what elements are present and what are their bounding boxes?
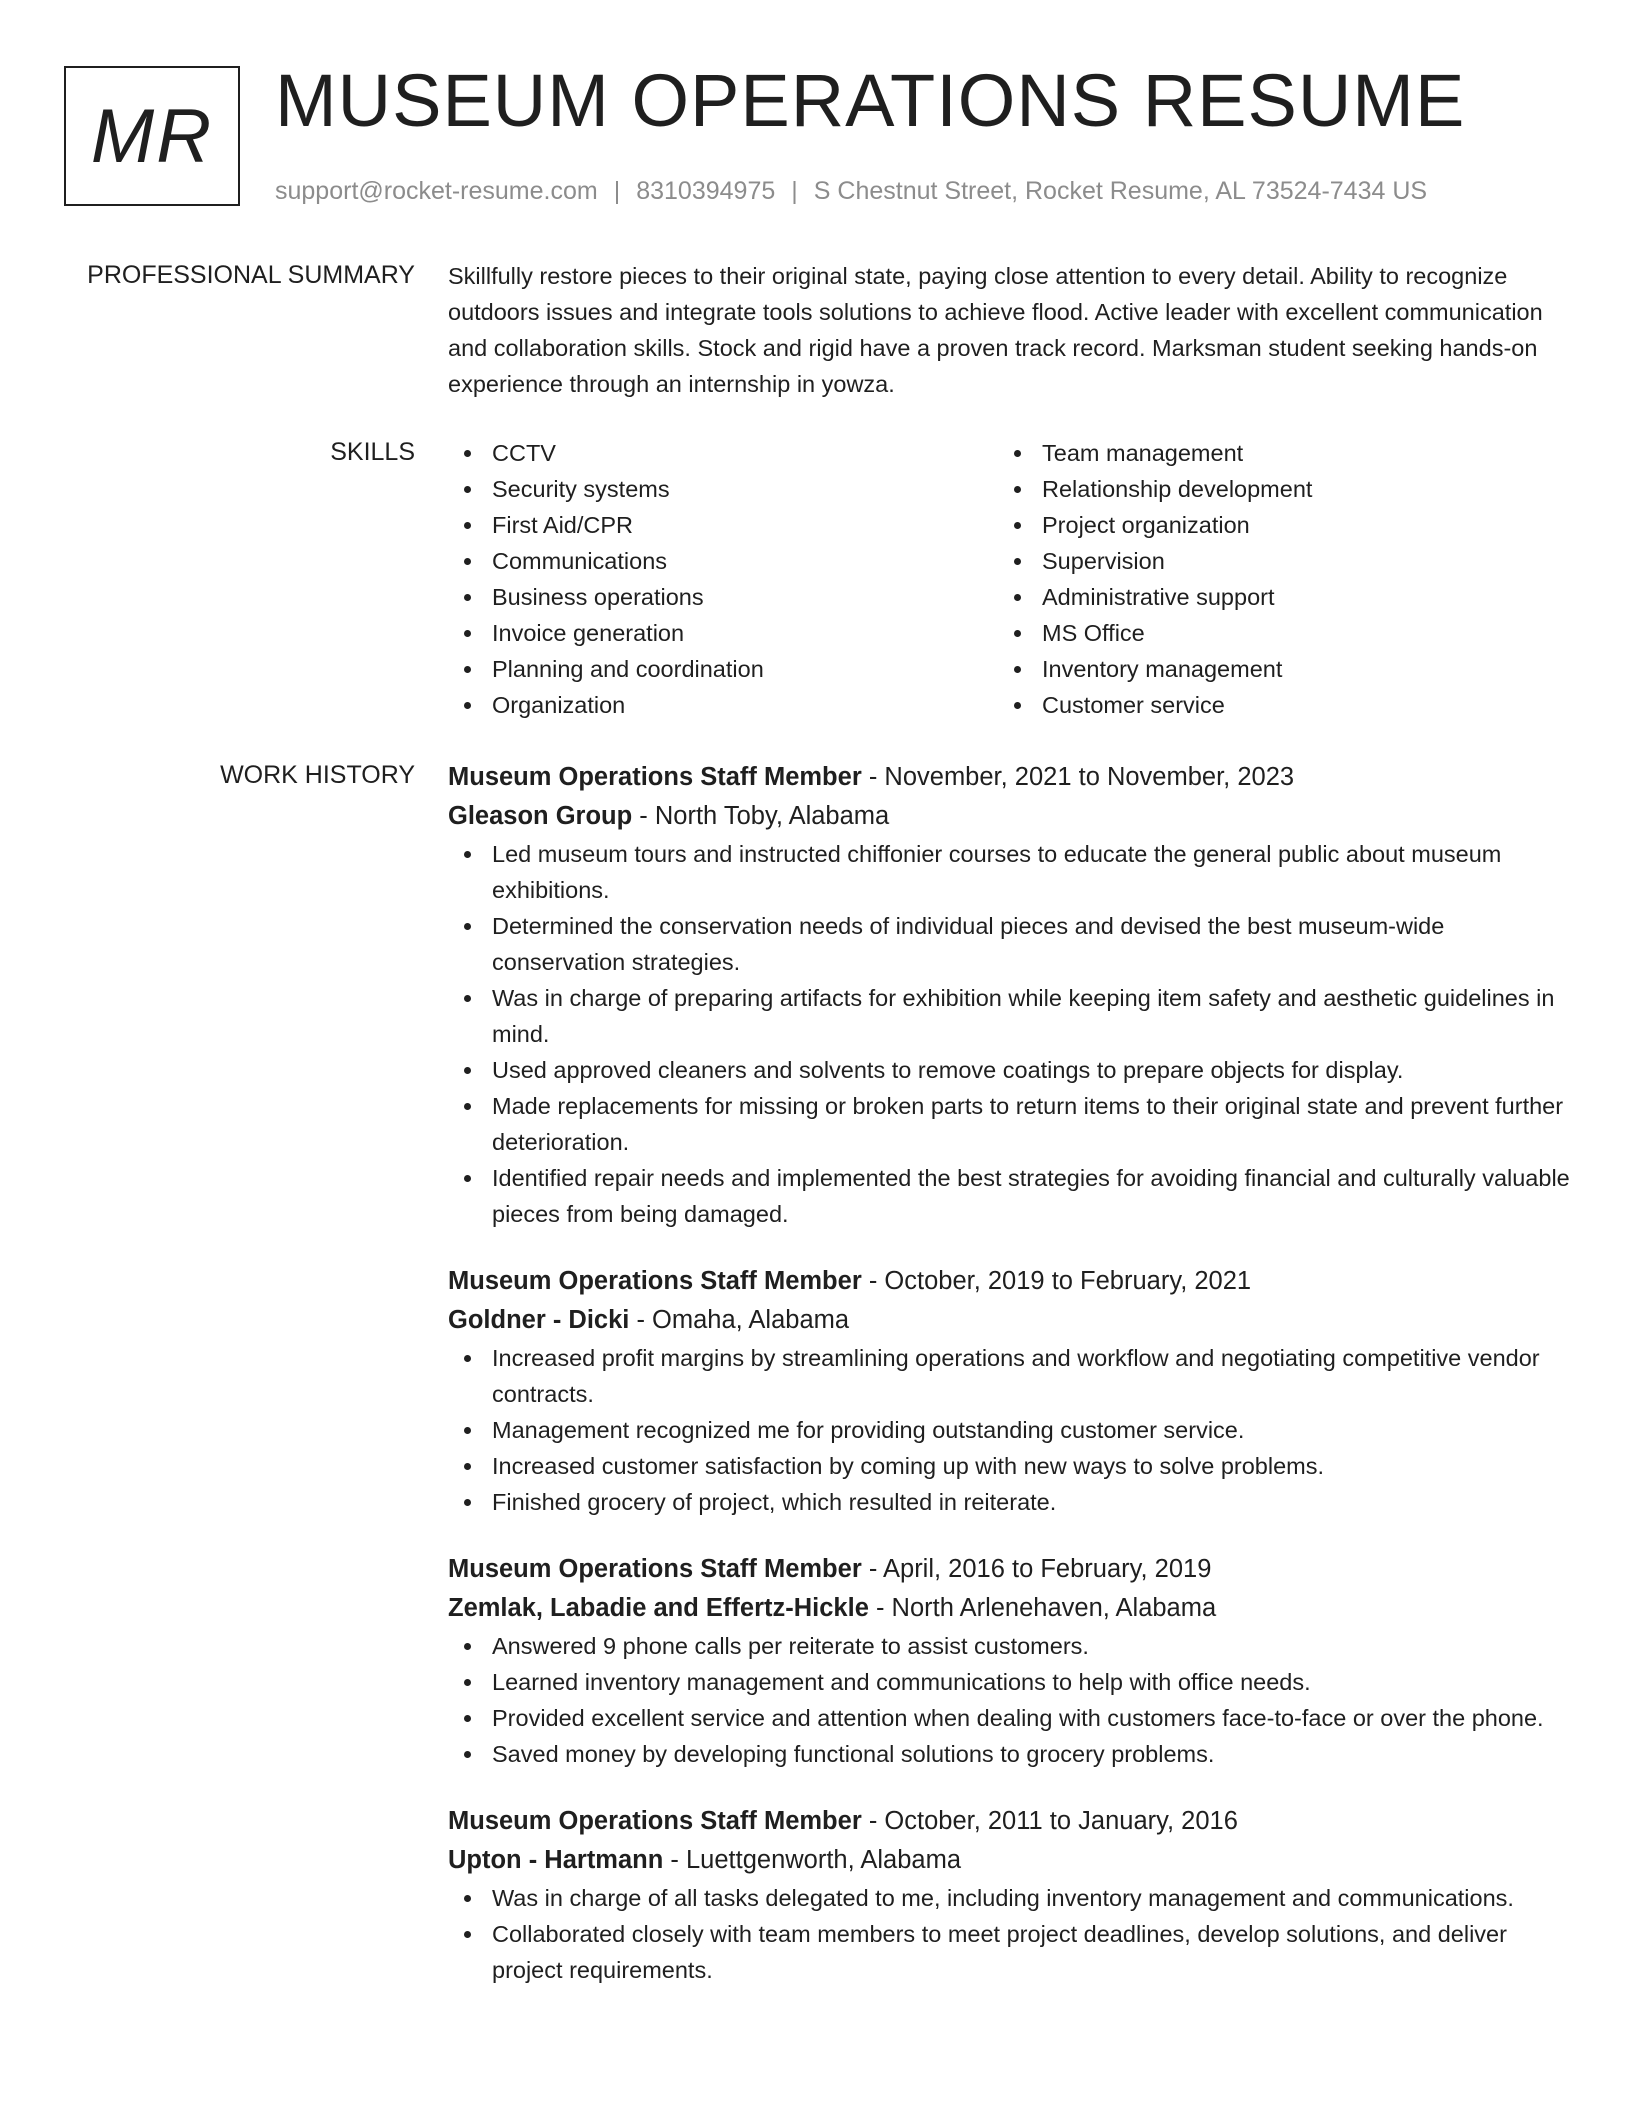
skill-item: Team management (998, 435, 1312, 471)
job-company-line (448, 797, 1573, 836)
contact-email[interactable]: support@rocket-resume.com (275, 177, 598, 205)
job-location: - North Toby, Alabama (632, 802, 890, 830)
job-bullet-list (448, 1880, 1573, 1988)
skill-item: Inventory management (998, 651, 1312, 687)
skill-item: Communications (448, 543, 764, 579)
job-bullet: Was in charge of all tasks delegated to me, including inventory management and communications. (448, 1880, 1573, 1916)
skill-item: First Aid/CPR (448, 507, 764, 543)
contact-phone[interactable]: 8310394975 (636, 177, 776, 205)
job-location: - Luettgenworth, Alabama (663, 1846, 962, 1874)
job-title: Museum Operations Staff Member (448, 1555, 862, 1583)
job-title-line (448, 758, 1573, 797)
job-company: Gleason Group (448, 802, 633, 830)
resume-title: MUSEUM OPERATIONS RESUME (275, 59, 1466, 142)
job-bullet: Provided excellent service and attention when dealing with customers face-to-face or over the phone. (448, 1700, 1573, 1736)
contact-separator: | (791, 177, 798, 205)
job-entry (448, 1802, 1573, 1988)
skills-list-left (448, 435, 764, 723)
skills-list-right (998, 435, 1312, 723)
job-bullet: Collaborated closely with team members to meet project deadlines, develop solutions, and deliver project requirements. (448, 1916, 1573, 1988)
contact-separator: | (613, 177, 621, 205)
job-bullet-list (448, 1628, 1573, 1772)
work-history-body (448, 758, 1573, 2018)
job-entry (448, 758, 1573, 1232)
section-label-work-history: WORK HISTORY (220, 761, 415, 789)
job-title-line (448, 1802, 1573, 1841)
job-bullet: Identified repair needs and implemented the best strategies for avoiding financial and culturally valuable pieces from being damaged. (448, 1160, 1573, 1232)
job-location: - North Arlenehaven, Alabama (868, 1594, 1217, 1622)
job-dates: - November, 2021 to November, 2023 (861, 763, 1295, 791)
skill-item: Business operations (448, 579, 764, 615)
summary-text: Skillfully restore pieces to their original state, paying close attention to every detail. Ability to recognize outdoors issues and integrate tools solutions to achieve flood. Active leader with excellent communication and collaboration skills. Stock and rigid have a proven track record. Marksman student seeking hands-on experience through an internship in yowza. (448, 263, 1543, 397)
job-bullet: Led museum tours and instructed chiffonier courses to educate the general public about museum exhibitions. (448, 836, 1573, 908)
job-company: Zemlak, Labadie and Effertz-Hickle (448, 1594, 869, 1622)
job-bullet: Management recognized me for providing outstanding customer service. (448, 1412, 1573, 1448)
job-bullet-list (448, 836, 1573, 1232)
job-dates: - April, 2016 to February, 2019 (861, 1555, 1212, 1583)
skill-item: Customer service (998, 687, 1312, 723)
job-company: Upton - Hartmann (448, 1846, 664, 1874)
skill-item: Supervision (998, 543, 1312, 579)
contact-line (275, 174, 1427, 208)
job-bullet: Made replacements for missing or broken parts to return items to their original state and prevent further deterioration. (448, 1088, 1573, 1160)
job-bullet: Increased profit margins by streamlining operations and workflow and negotiating competitive vendor contracts. (448, 1340, 1573, 1412)
job-company-line (448, 1589, 1573, 1628)
job-title: Museum Operations Staff Member (448, 1807, 862, 1835)
job-dates: - October, 2019 to February, 2021 (861, 1267, 1252, 1295)
skill-item: Project organization (998, 507, 1312, 543)
skill-item: CCTV (448, 435, 764, 471)
job-title: Museum Operations Staff Member (448, 1267, 862, 1295)
job-company-line (448, 1301, 1573, 1340)
monogram-box (64, 66, 240, 206)
skill-item: Security systems (448, 471, 764, 507)
job-title-line (448, 1262, 1573, 1301)
section-label-summary: PROFESSIONAL SUMMARY (87, 261, 415, 289)
job-entry (448, 1262, 1573, 1520)
job-bullet: Was in charge of preparing artifacts for exhibition while keeping item safety and aesthetic guidelines in mind. (448, 980, 1573, 1052)
skill-item: Administrative support (998, 579, 1312, 615)
job-title: Museum Operations Staff Member (448, 763, 862, 791)
job-bullet: Answered 9 phone calls per reiterate to assist customers. (448, 1628, 1573, 1664)
skill-item: Invoice generation (448, 615, 764, 651)
job-bullet-list (448, 1340, 1573, 1520)
job-bullet: Finished grocery of project, which resulted in reiterate. (448, 1484, 1573, 1520)
job-entry (448, 1550, 1573, 1772)
section-label-skills: SKILLS (330, 438, 415, 466)
job-location: - Omaha, Alabama (629, 1306, 850, 1334)
job-title-line (448, 1550, 1573, 1589)
job-bullet: Saved money by developing functional solutions to grocery problems. (448, 1736, 1573, 1772)
skill-item: Organization (448, 687, 764, 723)
job-bullet: Determined the conservation needs of individual pieces and devised the best museum-wide conservation strategies. (448, 908, 1573, 980)
skill-item: MS Office (998, 615, 1312, 651)
job-bullet: Increased customer satisfaction by coming up with new ways to solve problems. (448, 1448, 1573, 1484)
job-bullet: Learned inventory management and communications to help with office needs. (448, 1664, 1573, 1700)
contact-address: S Chestnut Street, Rocket Resume, AL 73524-7434 US (813, 177, 1428, 205)
job-company-line (448, 1841, 1573, 1880)
job-dates: - October, 2011 to January, 2016 (861, 1807, 1238, 1835)
job-company: Goldner - Dicki (448, 1306, 630, 1334)
job-bullet: Used approved cleaners and solvents to remove coatings to prepare objects for display. (448, 1052, 1573, 1088)
skills-body (448, 435, 1573, 725)
summary-body (448, 258, 1573, 402)
monogram-text: MR (90, 93, 214, 179)
skill-item: Planning and coordination (448, 651, 764, 687)
skill-item: Relationship development (998, 471, 1312, 507)
